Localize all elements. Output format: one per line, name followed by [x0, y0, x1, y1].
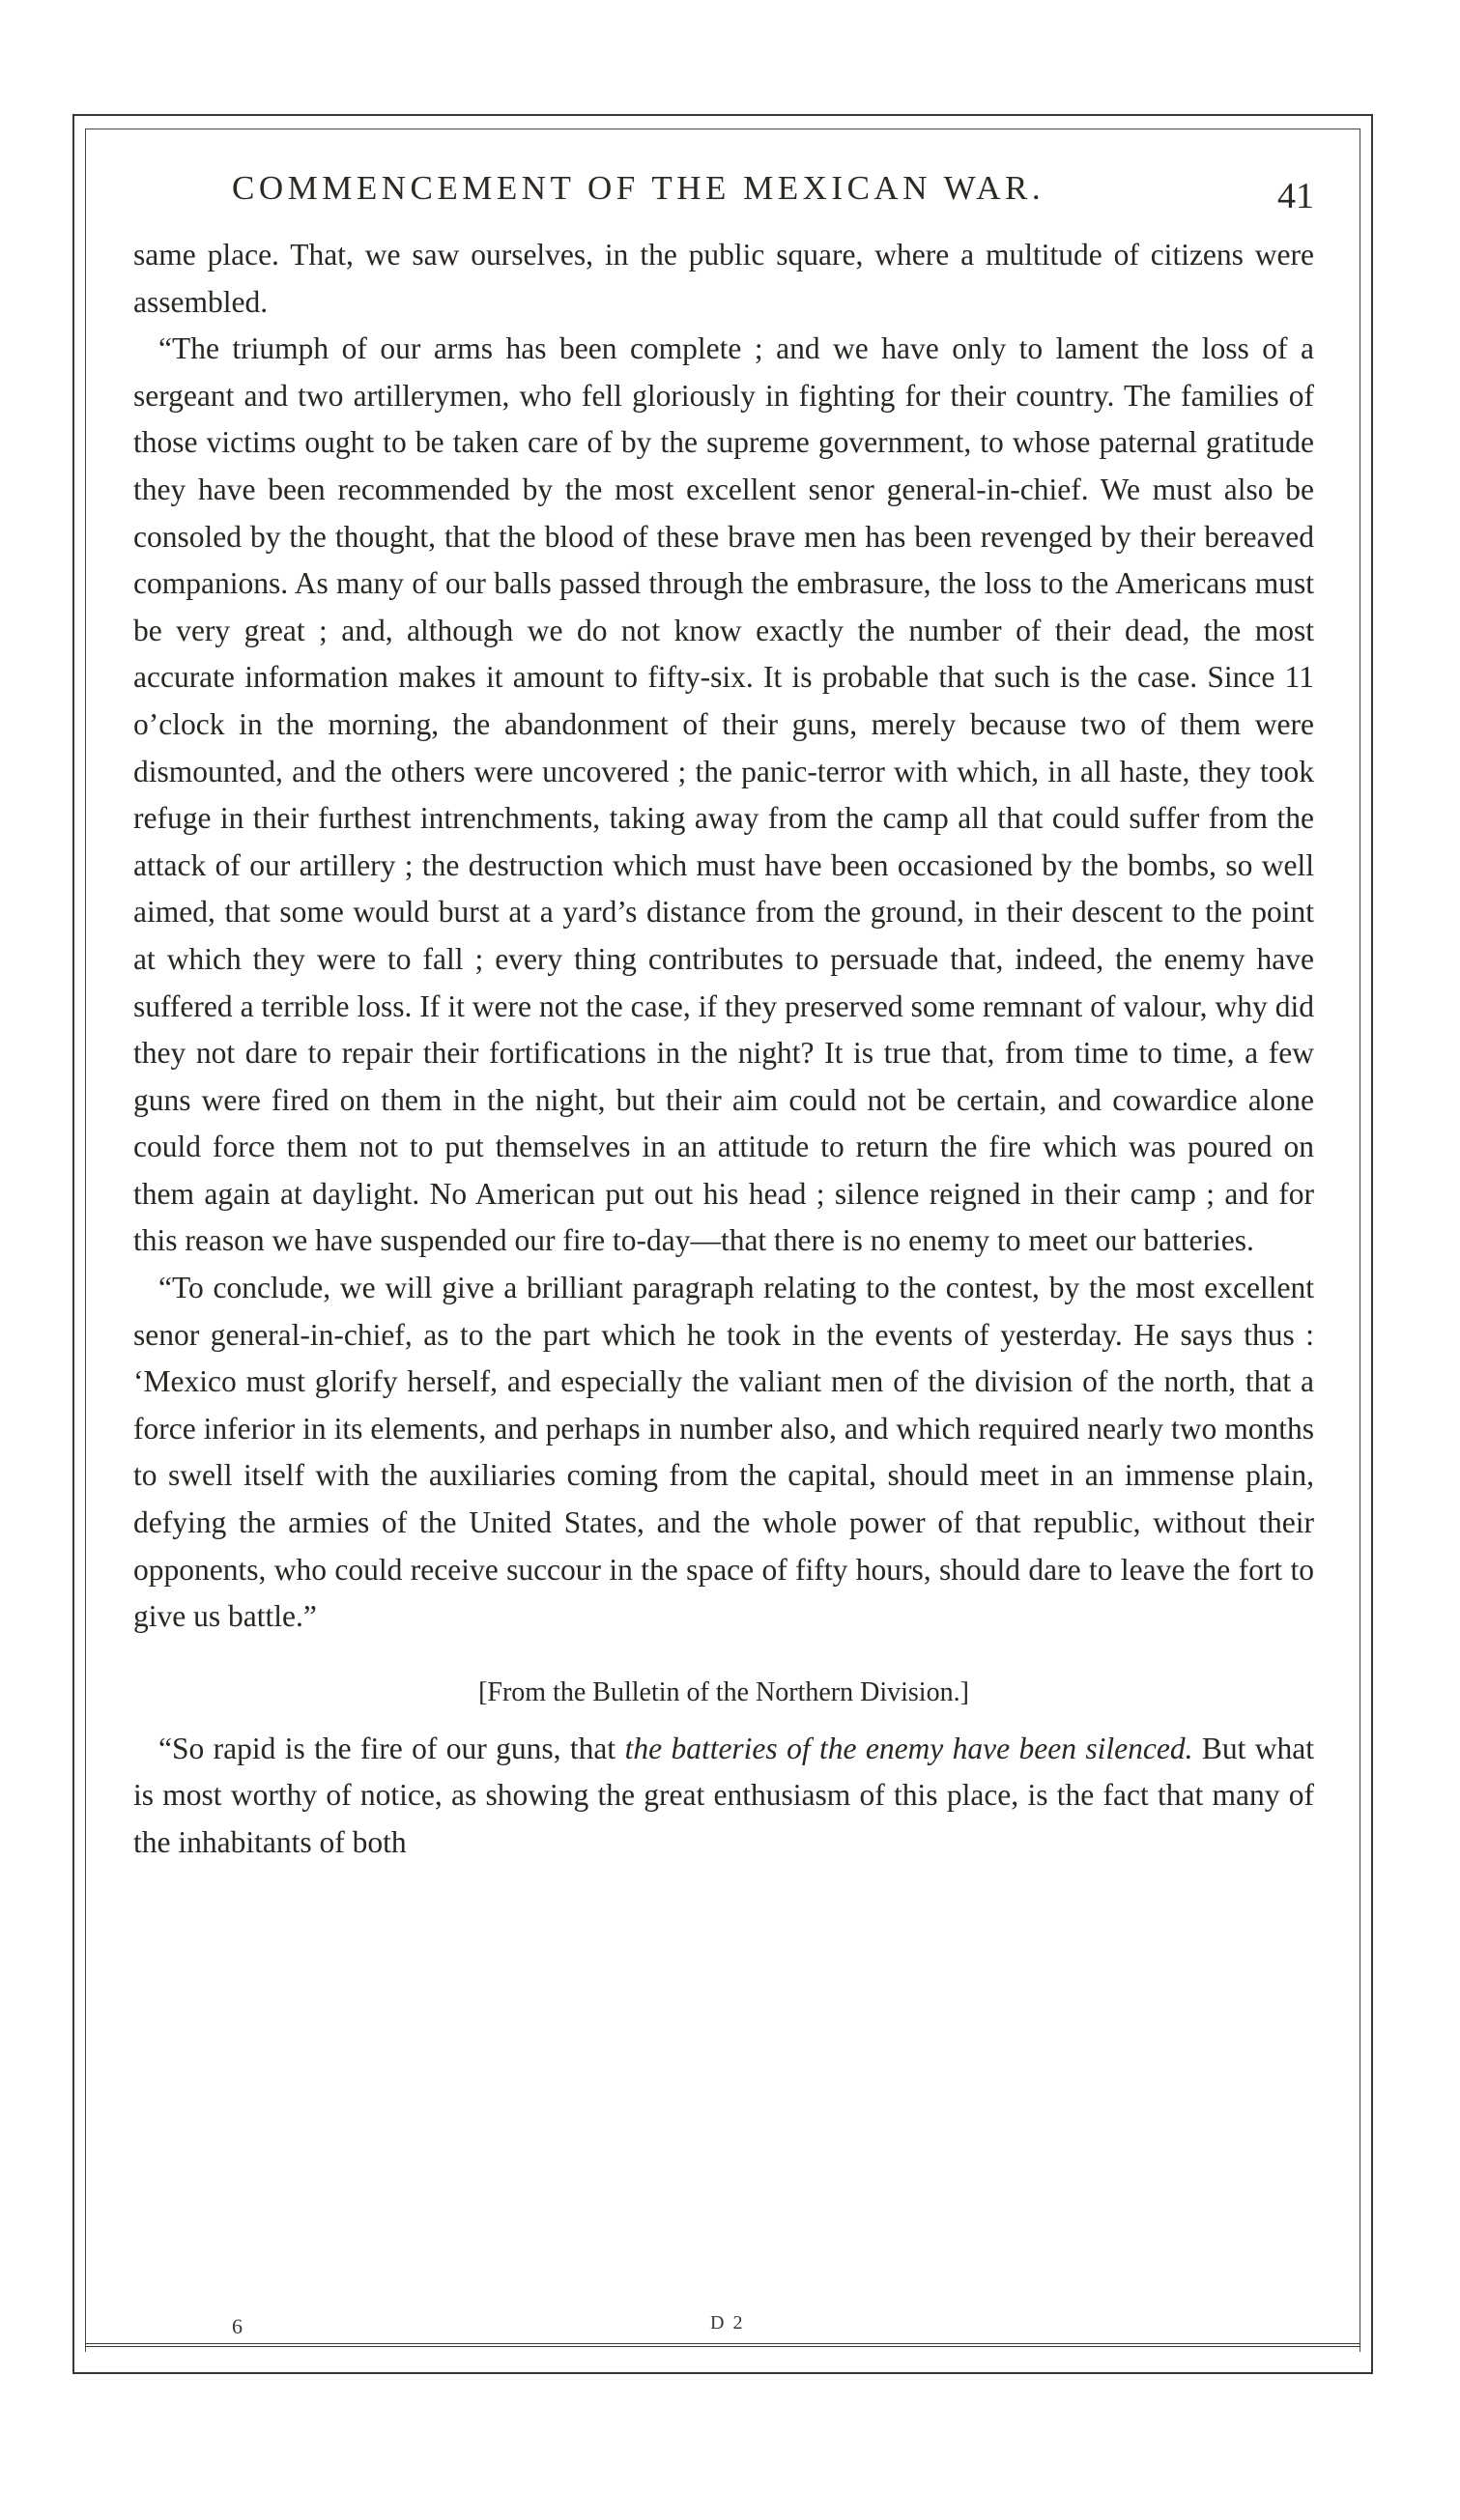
- signature-mark-right: D 2: [710, 2312, 745, 2334]
- source-note: [From the Bulletin of the Northern Division.]: [478, 1676, 969, 1707]
- final-paragraph-start: “So rapid is the fire of our guns, that: [158, 1731, 625, 1765]
- paragraph-continuation: same place. That, we saw ourselves, in the public square, where a multitude of citizens were assembled.: [133, 238, 1314, 319]
- final-paragraph-end: But what is most worthy of notice, as showing the great enthusiasm of this place, is the fact that many of the inhabitants of both: [133, 1731, 1314, 1859]
- paragraph-conclude: “To conclude, we will give a brilliant paragraph relating to the contest, by the most excellent senor general-in-chief, as to the part which he took in the events of yesterday. He says thus : ‘Mexico must glorify herself, and especially the valiant men of the division of the north, that a force inferior in its elements, and perhaps in number also, and which required nearly two months to swell itself with the auxiliaries coming from the capital, should meet in an immense plain, defying the armies of the United States, and the whole power of that republic, without their opponents, who could receive succour in the space of fifty hours, should dare to leave the fort to give us battle.”: [133, 1271, 1314, 1634]
- running-title: COMMENCEMENT OF THE MEXICAN WAR.: [232, 169, 1045, 207]
- paragraph-triumph: “The triumph of our arms has been complete ; and we have only to lament the loss of a sergeant and two artillerymen, who fell gloriously in fighting for their country. The families of those victims ought to be taken care of by the supreme government, to whose paternal gratitude they have been recommended by the most excellent senor general-in-chief. We must also be consoled by the thought, that the blood of these brave men has been revenged by their bereaved companions. As many of our balls passed through the embrasure, the loss to the Americans must be very great ; and, although we do not know exactly the number of their dead, the most accurate information makes it amount to fifty-six. It is probable that such is the case. Since 11 o’clock in the morning, the abandonment of their guns, merely because two of them were dismounted, and the others were uncovered ; the panic-terror with which, in all haste, they took refuge in their furthest intrenchments, taking away from the camp all that could suffer from the attack of our artillery ; the destruction which must have been occasioned by the bombs, so well aimed, that some would burst at a yard’s distance from the ground, in their descent to the point at which they were to fall ; every thing contributes to persuade that, indeed, the enemy have suffered a terrible loss. If it were not the case, if they preserved some remnant of valour, why did they not dare to repair their fortifications in the night? It is true that, from time to time, a few guns were fired on them in the night, but their aim could not be certain, and cowardice alone could force them not to put themselves in an attitude to return the fire which was poured on them again at daylight. No American put out his head ; silence reigned in their camp ; and for this reason we have suspended our fire to-day—that there is no enemy to meet our batteries.: [133, 331, 1314, 1258]
- running-head: [232, 169, 1314, 217]
- bottom-double-rule: [85, 2343, 1360, 2347]
- body-text: [133, 232, 1314, 1867]
- signature-mark-left: 6: [232, 2314, 243, 2338]
- final-paragraph-italic: the batteries of the enemy have been silenced.: [624, 1731, 1193, 1765]
- page-number: 41: [1277, 176, 1314, 216]
- paragraph-rapid-fire: [133, 1726, 1314, 1867]
